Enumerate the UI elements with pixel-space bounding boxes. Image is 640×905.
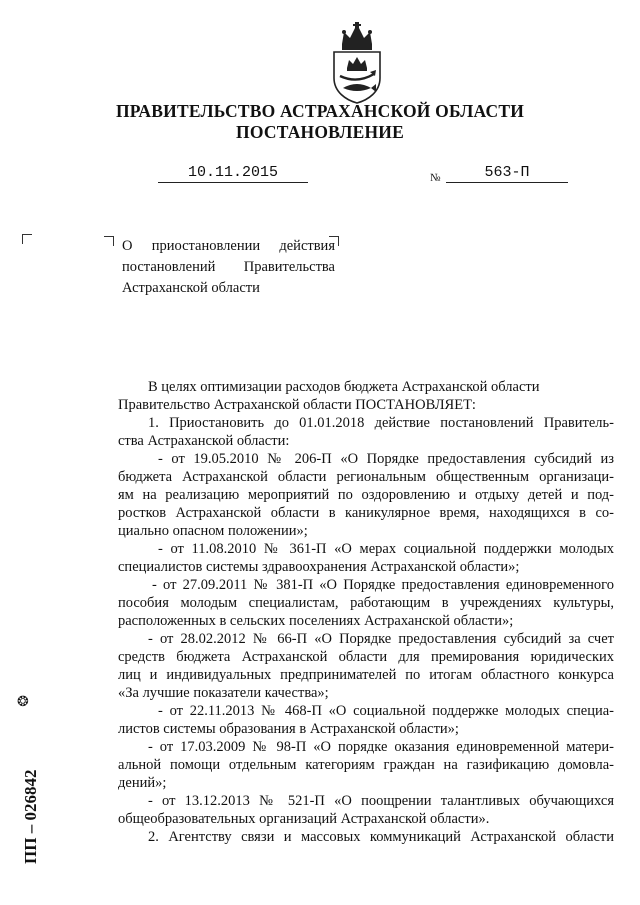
body-line: альной помощи отдельным категориям граждан на газификацию домовла- [118,757,614,773]
subject-line: О приостановлении действия [122,238,335,254]
body-line: лиц и индивидуальных предпринимателей по итогам областного конкурса [118,667,614,683]
body-line: дений»; [118,775,167,791]
body-line: ям на реализацию мероприятий по оздоровлению и отдыху детей и под- [118,487,614,503]
body-line: - от 19.05.2010 № 206-П «О Порядке предоставления субсидий из [158,451,614,467]
document-body [118,378,614,846]
body-line: специалистов системы здравоохранения Астраханской области»; [118,559,520,575]
body-line: ства Астраханской области: [118,433,290,449]
number-underline [446,182,568,183]
margin-mark-icon: ❂ [17,695,29,710]
corner-mark-left [22,234,32,244]
body-line: - от 22.11.2013 № 468-П «О социальной поддержке молодых специа- [158,703,614,719]
subject-line: Астраханской области [122,280,260,296]
date-underline [158,182,308,183]
body-line: ростков Астраханской области в каникулярное время, находящихся в со- [118,505,614,521]
document-date: 10.11.2015 [187,164,278,181]
margin-serial-code [8,716,48,866]
body-line: - от 17.03.2009 № 98-П «О порядке оказания единовременной матери- [148,739,614,755]
government-title: ПРАВИТЕЛЬСТВО АСТРАХАНСКОЙ ОБЛАСТИ [115,101,525,121]
body-line: - от 11.08.2010 № 361-П «О мерах социальной поддержки молодых [158,541,614,557]
document-subject [122,236,335,299]
body-line: общеобразовательных организаций Астраханской области». [118,811,490,827]
body-line: - от 13.12.2013 № 521-П «О поощрении талантливых обучающихся [148,793,614,809]
body-line: циально опасном положении»; [118,523,308,539]
body-line: Правительство Астраханской области ПОСТАНОВЛЯЕТ: [118,397,476,413]
margin-serial-text: ПП – 026842 [21,769,40,864]
body-line: пособия молодым специалистам, работающим в учреждениях культуры, [118,595,614,611]
body-line: расположенных в сельских поселениях Астраханской области»; [118,613,514,629]
body-line: 1. Приостановить до 01.01.2018 действие постановлений Правитель- [148,415,614,431]
body-line: бюджета Астраханской области региональным общественным организаци- [118,469,614,485]
document-type-title: ПОСТАНОВЛЕНИЕ [236,122,404,142]
body-line: 2. Агентству связи и массовых коммуникаций Астраханской области [148,829,614,845]
subject-line: постановлений Правительства [122,259,335,275]
corner-mark-subject-left [104,236,114,246]
body-line: - от 27.09.2011 № 381-П «О Порядке предоставления единовременного [152,577,614,593]
body-line: средств бюджета Астраханской области для премирования юридических [118,649,614,665]
number-sign: № [430,172,441,184]
body-line: В целях оптимизации расходов бюджета Астраханской области [148,379,540,395]
document-number: 563-П [484,164,530,181]
coat-of-arms-emblem [326,22,388,104]
body-line: - от 28.02.2012 № 66-П «О Порядке предоставления субсидий за счет [148,631,614,647]
body-line: листов системы образования в Астраханской области»; [118,721,459,737]
body-line: «За лучшие показатели качества»; [118,685,329,701]
